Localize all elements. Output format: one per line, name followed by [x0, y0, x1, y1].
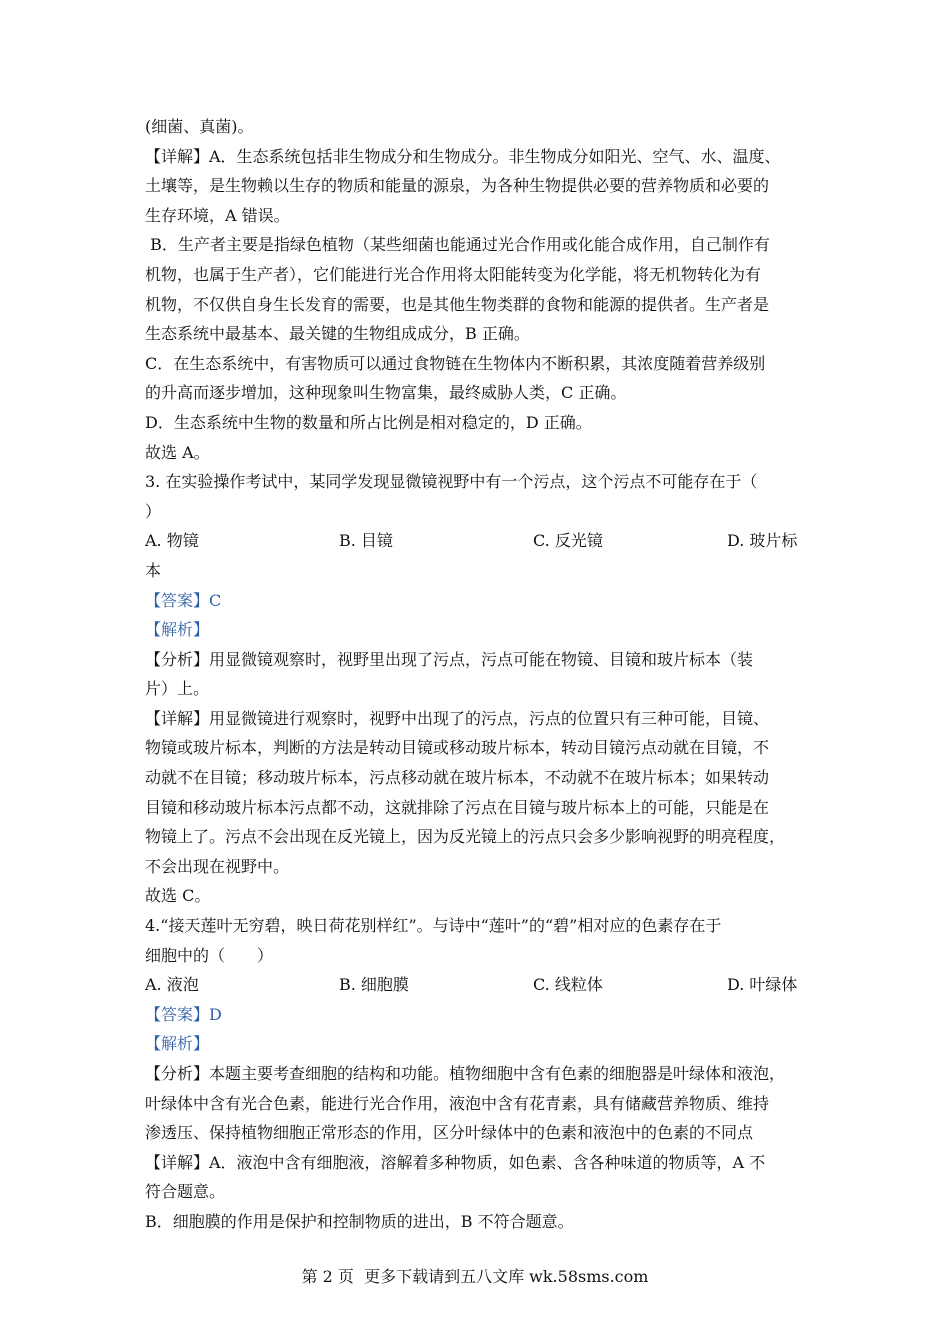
page-footer: 第 2 页 更多下载请到五八文库 wk.58sms.com — [301, 1267, 649, 1286]
text-line: 【详解】用显微镜进行观察时，视野中出现了的污点，污点的位置只有三种可能，目镜、 — [145, 708, 770, 728]
answer-tag: 【答案】D — [145, 1004, 222, 1024]
text-line: 【分析】本题主要考查细胞的结构和功能。植物细胞中含有色素的细胞器是叶绿体和液泡， — [145, 1064, 786, 1083]
text-line: 故选 A。 — [145, 442, 210, 462]
answer-tag: 【答案】C — [145, 590, 222, 610]
option-d: D. 玻片标 — [727, 531, 798, 551]
text-line: 机物，不仅供自身生长发育的需要，也是其他生物类群的食物和能源的提供者。生产者是 — [145, 294, 770, 314]
text-line: 土壤等，是生物赖以生存的物质和能量的源泉，为各种生物提供必要的营养物质和必要的 — [145, 176, 770, 196]
text-line: 渗透压、保持植物细胞正常形态的作用，区分叶绿体中的色素和液泡中的色素的不同点 — [145, 1123, 754, 1143]
question-3-options — [145, 526, 810, 556]
text-line: 叶绿体中含有光合色素，能进行光合作用，液泡中含有花青素，具有储藏营养物质、维持 — [145, 1093, 770, 1113]
text-line: 生存环境，A 错误。 — [145, 205, 290, 225]
analysis-tag: 【解析】 — [145, 620, 210, 640]
option-b: B. 细胞膜 — [339, 975, 409, 995]
text-line: 物镜上了。污点不会出现在反光镜上，因为反光镜上的污点只会多少影响视野的明亮程度， — [145, 827, 786, 847]
option-d-wrap: 本 — [145, 560, 162, 580]
question-4-stem-cont: 细胞中的（ ） — [145, 945, 274, 965]
text-line: C．在生态系统中，有害物质可以通过食物链在生物体内不断积累，其浓度随着营养级别 — [145, 353, 766, 373]
question-4-stem: 4.“接天莲叶无穷碧，映日荷花别样红”。与诗中“莲叶”的“碧”相对应的色素存在于 — [145, 916, 722, 936]
question-3-stem-cont: ） — [145, 501, 162, 521]
text-line: 物镜或玻片标本，判断的方法是转动目镜或移动玻片标本，转动目镜污点动就在目镜，不 — [145, 738, 770, 758]
text-line: D．生态系统中生物的数量和所占比例是相对稳定的，D 正确。 — [145, 412, 592, 432]
text-line: 动就不在目镜；移动玻片标本，污点移动就在玻片标本，不动就不在玻片标本；如果转动 — [145, 768, 770, 788]
analysis-tag: 【解析】 — [145, 1034, 210, 1054]
text-line: 【详解】A．生态系统包括非生物成分和生物成分。非生物成分如阳光、空气、水、温度、 — [145, 146, 781, 166]
option-d: D. 叶绿体 — [727, 975, 798, 995]
question-3-stem: 3. 在实验操作考试中，某同学发现显微镜视野中有一个污点，这个污点不可能存在于（ — [145, 472, 758, 492]
text-line: 目镜和移动玻片标本污点都不动，这就排除了污点在目镜与玻片标本上的可能，只能是在 — [145, 797, 770, 817]
question-4-options — [145, 970, 810, 1000]
text-line: 故选 C。 — [145, 886, 211, 906]
text-line: 【分析】用显微镜观察时，视野里出现了污点，污点可能在物镜、目镜和玻片标本（装 — [145, 649, 754, 669]
text-line: 片）上。 — [145, 679, 210, 699]
text-line: 【详解】A．液泡中含有细胞液，溶解着多种物质，如色素、含各种味道的物质等，A 不 — [145, 1152, 766, 1172]
option-c: C. 线粒体 — [533, 975, 603, 995]
text-line: (细菌、真菌)。 — [145, 117, 254, 136]
page-content — [145, 112, 810, 1237]
option-b: B. 目镜 — [339, 531, 393, 551]
text-line: 不会出现在视野中。 — [145, 856, 290, 876]
text-line: 符合题意。 — [145, 1182, 226, 1202]
text-line: B．细胞膜的作用是保护和控制物质的进出，B 不符合题意。 — [145, 1211, 574, 1231]
text-line: 机物，也属于生产者），它们能进行光合作用将太阳能转变为化学能，将无机物转化为有 — [145, 264, 762, 284]
option-c: C. 反光镜 — [533, 531, 603, 551]
option-a: A. 液泡 — [145, 975, 199, 995]
text-line: B．生产者主要是指绿色植物（某些细菌也能通过光合作用或化能合成作用，自己制作有 — [145, 235, 770, 255]
option-a: A. 物镜 — [145, 531, 199, 551]
text-line: 的升高而逐步增加，这种现象叫生物富集，最终威胁人类，C 正确。 — [145, 383, 627, 403]
text-line: 生态系统中最基本、最关键的生物组成成分，B 正确。 — [145, 324, 530, 344]
